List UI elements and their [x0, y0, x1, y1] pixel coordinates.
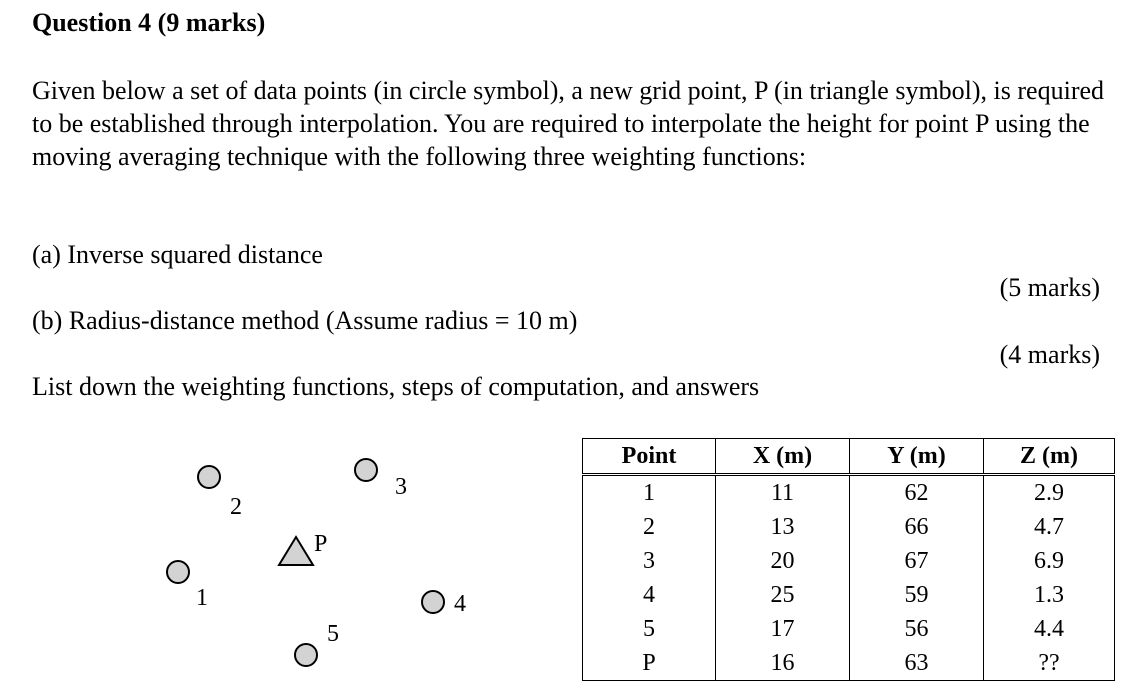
cell-z: 1.3: [984, 578, 1115, 612]
part-a-marks: (5 marks): [999, 273, 1100, 302]
cell-point: 4: [583, 578, 716, 612]
data-point-4: [422, 591, 466, 617]
cell-point: 1: [583, 475, 716, 511]
point-sketch: [150, 440, 490, 690]
data-point-1-label: 1: [196, 585, 208, 611]
cell-z: 2.9: [984, 475, 1115, 511]
cell-z: 6.9: [984, 544, 1115, 578]
header-x: X (m): [716, 439, 850, 475]
cell-x: 16: [716, 646, 850, 681]
table-row: [583, 544, 1115, 578]
table-row: [583, 475, 1115, 511]
cell-z: 4.4: [984, 612, 1115, 646]
cell-y: 63: [850, 646, 984, 681]
data-point-2: [198, 466, 242, 520]
data-point-5: [295, 621, 339, 666]
data-table: [582, 438, 1115, 681]
cell-z: 4.7: [984, 510, 1115, 544]
table-row: [583, 612, 1115, 646]
cell-x: 20: [716, 544, 850, 578]
data-point-4-label: 4: [454, 591, 466, 617]
table-header-row: [583, 439, 1115, 475]
data-point-5-label: 5: [327, 621, 339, 647]
header-z: Z (m): [984, 439, 1115, 475]
cell-point: 2: [583, 510, 716, 544]
cell-y: 59: [850, 578, 984, 612]
data-point-3-label: 3: [395, 474, 407, 500]
data-point-3: [355, 459, 407, 500]
cell-y: 56: [850, 612, 984, 646]
question-intro: Given below a set of data points (in circle symbol), a new grid point, P (in triangle symbol), is required to be established through interpolation. You are required to interpolate the height for point P using the moving averaging technique with the following three weighting functions:: [32, 76, 1105, 171]
cell-point: P: [583, 646, 716, 681]
part-b-text: (b) Radius-distance method (Assume radius = 10 m): [32, 306, 578, 335]
question-title: Question 4 (9 marks): [32, 8, 266, 37]
table-row: [583, 646, 1115, 681]
cell-x: 17: [716, 612, 850, 646]
part-b-marks: (4 marks): [999, 340, 1100, 369]
instruction-text: List down the weighting functions, steps of computation, and answers: [32, 372, 760, 401]
grid-point-p: [279, 531, 327, 565]
part-a-text: (a) Inverse squared distance: [32, 240, 323, 269]
cell-x: 11: [716, 475, 850, 511]
cell-z: ??: [984, 646, 1115, 681]
cell-point: 5: [583, 612, 716, 646]
cell-x: 25: [716, 578, 850, 612]
table-row: [583, 510, 1115, 544]
header-y: Y (m): [850, 439, 984, 475]
cell-point: 3: [583, 544, 716, 578]
cell-x: 13: [716, 510, 850, 544]
data-point-2-label: 2: [230, 494, 242, 520]
cell-y: 66: [850, 510, 984, 544]
table-row: [583, 578, 1115, 612]
cell-y: 62: [850, 475, 984, 511]
header-point: Point: [583, 439, 716, 475]
cell-y: 67: [850, 544, 984, 578]
data-point-1: [167, 561, 208, 611]
grid-point-p-label: P: [314, 531, 328, 557]
